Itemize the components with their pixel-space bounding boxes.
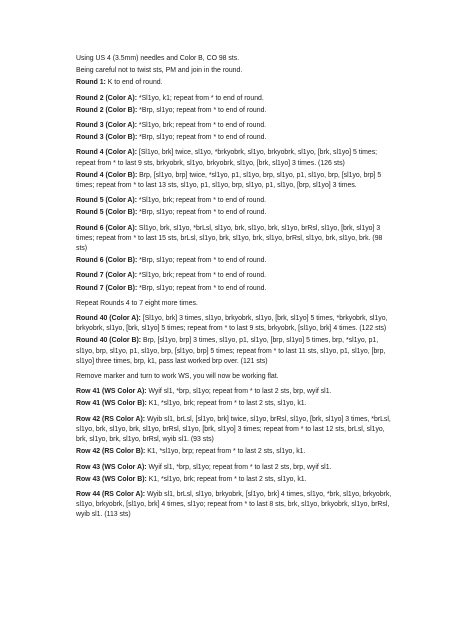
round-label: Row 42 (RS Color A): [76,415,146,423]
instruction-line [76,399,394,409]
round-label: Round 5 (Color A): [76,197,137,205]
round-label: Round 7 (Color A): [76,272,137,280]
instruction-text: Wyif sl1, *brp, sl1yo; repeat from * to last 2 sts, brp, wyif sl1. [146,388,332,396]
instruction-group [76,490,394,521]
instruction-group [76,148,394,191]
instruction-text: *Sl1yo, brk; repeat from * to end of round. [136,122,267,130]
instruction-text: *Sl1yo, brk; repeat from * to end of round. [136,197,267,205]
round-label: Round 40 (Color B): [76,337,142,345]
instruction-text: [Sl1yo, brk] 3 times, sl1yo, brkyobrk, sl1yo, [brk, sl1yo] 5 times, *brkyobrk, sl1yo, brkyobrk, sl1yo, [brk, sl1yo] 5 times; repeat from * to last 9 sts, brkyobrk, [sl1yo, brk] 4 times. (122 sts) [76,315,388,333]
round-label: Row 44 (RS Color A): [76,490,146,498]
round-label: Row 42 (RS Color B): [76,448,146,456]
instruction-text: Brp, [sl1yo, brp] 3 times, sl1yo, p1, sl1yo, [brp, sl1yo] 5 times, brp, *sl1yo, p1, sl1yo, brp, sl1yo, p1, sl1yo, brp, [sl1yo, brp] 5 times; repeat from * to last 11 sts, sl1yo, p1, sl1yo, [brp, sl1yo] three times, brp, k1, pass last worked brp over. (121 sts) [76,337,386,365]
round-label: Row 41 (WS Color A): [76,388,147,396]
instruction-line [76,447,394,457]
instruction-group [76,121,394,143]
round-label: Round 3 (Color B): [76,134,138,142]
round-label: Row 43 (WS Color A): [76,463,147,471]
instruction-line [76,336,394,367]
instruction-group [76,196,394,218]
instruction-group [76,463,394,485]
instruction-line [76,133,394,143]
round-label: Row 43 (WS Color B): [76,475,147,483]
round-label: Round 6 (Color A): [76,224,137,232]
instruction-line [76,372,394,382]
instruction-text: Sl1yo, brk, sl1yo, *brLsl, sl1yo, brk, sl1yo, brk, sl1yo, brRsl, sl1yo, [brk, sl1yo] 3 times; repeat from * to last 15 sts, brLsl, sl1yo, brk, sl1yo, brk, sl1yo, brRsl, sl1yo, brk, sl1yo, brk. (98 sts) [76,224,383,253]
instruction-text: Repeat Rounds 4 to 7 eight more times. [76,299,198,307]
instruction-text: *Brp, sl1yo; repeat from * to end of round. [137,134,267,142]
intro-line: Using US 4 (3.5mm) needles and Color B, CO 98 sts. [76,55,240,62]
instruction-text: Wyib sl1, brLsl, [sl1yo, brk] twice, sl1yo, brRsl, sl1yo, [brk, sl1yo] 3 times, *brLsl, sl1yo, brk, sl1yo, brk, sl1yo, brRsl, sl1yo, [brk, sl1yo] 3 times; repeat from * to last 12 sts, brLsl, sl1yo, brk, sl1yo, brk, sl1yo, brRsl, wyib sl1. (93 sts) [76,415,391,444]
round-label: Round 1: [76,79,106,87]
instruction-line [76,196,394,206]
round-label: Round 4 (Color A): [76,149,137,157]
instruction-line [76,224,394,255]
round-label: Round 7 (Color B): [76,284,138,292]
instruction-line [76,94,394,104]
instruction-line [76,299,394,309]
instruction-text: K1, *sl1yo, brk; repeat from * to last 2 sts, sl1yo, k1. [146,400,307,408]
instruction-line [76,271,394,281]
instruction-group [76,224,394,267]
instruction-text: K to end of round. [105,79,163,87]
instruction-line [76,106,394,116]
instruction-line [76,78,394,88]
instruction-line [76,121,394,131]
instruction-text: K1, *sl1yo, brk; repeat from * to last 2 sts, sl1yo, k1. [146,475,307,483]
instruction-text: Brp, [sl1yo, brp] twice, *sl1yo, p1, sl1yo, brp, sl1yo, p1, sl1yo, brp, [sl1yo, brp] 5 times; repeat from * to last 13 sts, sl1yo, p1, sl1yo, brp, sl1yo, p1, sl1yo, [brp, sl1yo] 3 times. [76,171,382,190]
instruction-text: *Brp, sl1yo; repeat from * to end of round. [137,284,267,292]
instruction-line [76,387,394,397]
instruction-group [76,78,394,88]
instruction-text: *Brp, sl1yo; repeat from * to end of round. [137,209,267,217]
instruction-line [76,256,394,266]
instruction-line [76,415,394,446]
round-label: Row 41 (WS Color B): [76,400,147,408]
instruction-group [76,387,394,409]
instruction-line [76,284,394,294]
instruction-line [76,148,394,168]
intro-line: Being careful not to twist sts, PM and join in the round. [76,67,243,75]
instruction-line [76,475,394,485]
instruction-line [76,314,394,334]
pattern-text [76,54,394,521]
instruction-text: Wyif sl1, *brp, sl1yo; repeat from * to last 2 sts, brp, wyif sl1. [146,463,332,471]
instruction-group [76,94,394,116]
instruction-group [76,299,394,309]
round-label: Round 6 (Color B): [76,257,138,265]
round-label: Round 40 (Color A): [76,315,141,323]
instruction-text: K1, *sl1yo, brp; repeat from * to last 2 sts, sl1yo, k1. [145,448,306,456]
round-label: Round 5 (Color B): [76,209,138,217]
instruction-group [76,415,394,458]
round-label: Round 3 (Color A): [76,122,137,130]
instruction-text: *Sl1yo, brk; repeat from * to end of round. [136,272,267,280]
instruction-group [76,271,394,293]
instruction-line [76,463,394,473]
instruction-line [76,171,394,191]
instruction-text: Wyib sl1, brLsl, sl1yo, brkyobrk, [sl1yo, brk] 4 times, sl1yo, *brk, sl1yo, brkyobrk, sl1yo, brkyobrk, [sl1yo, brk] 4 times, sl1yo; repeat from * to last 8 sts, brk, sl1yo, brkyobrk, sl1yo, brRsl, wyib sl1. (113 sts) [76,490,392,519]
instruction-text: *Brp, sl1yo; repeat from * to end of round. [137,106,267,114]
instruction-text: *Sl1yo, k1; repeat from * to end of round. [136,94,264,102]
round-label: Round 2 (Color B): [76,106,138,114]
instruction-line [76,208,394,218]
round-label: Round 4 (Color B): [76,171,138,179]
instruction-line [76,490,394,521]
instruction-group [76,314,394,367]
round-label: Round 2 (Color A): [76,94,137,102]
instruction-text: *Brp, sl1yo; repeat from * to end of round. [137,257,267,265]
instruction-text: [Sl1yo, brk] twice, sl1yo, *brkyobrk, sl1yo, brkyobrk, sl1yo, [brk, sl1yo] 5 times; repeat from * to last 9 sts, brkyobrk, sl1yo, brkyobrk, sl1yo, [brk, sl1yo] 3 times. (126 sts) [76,149,378,167]
instruction-text: Remove marker and turn to work WS, you will now be working flat. [76,373,279,381]
instruction-sections [76,78,394,520]
instruction-group [76,372,394,382]
